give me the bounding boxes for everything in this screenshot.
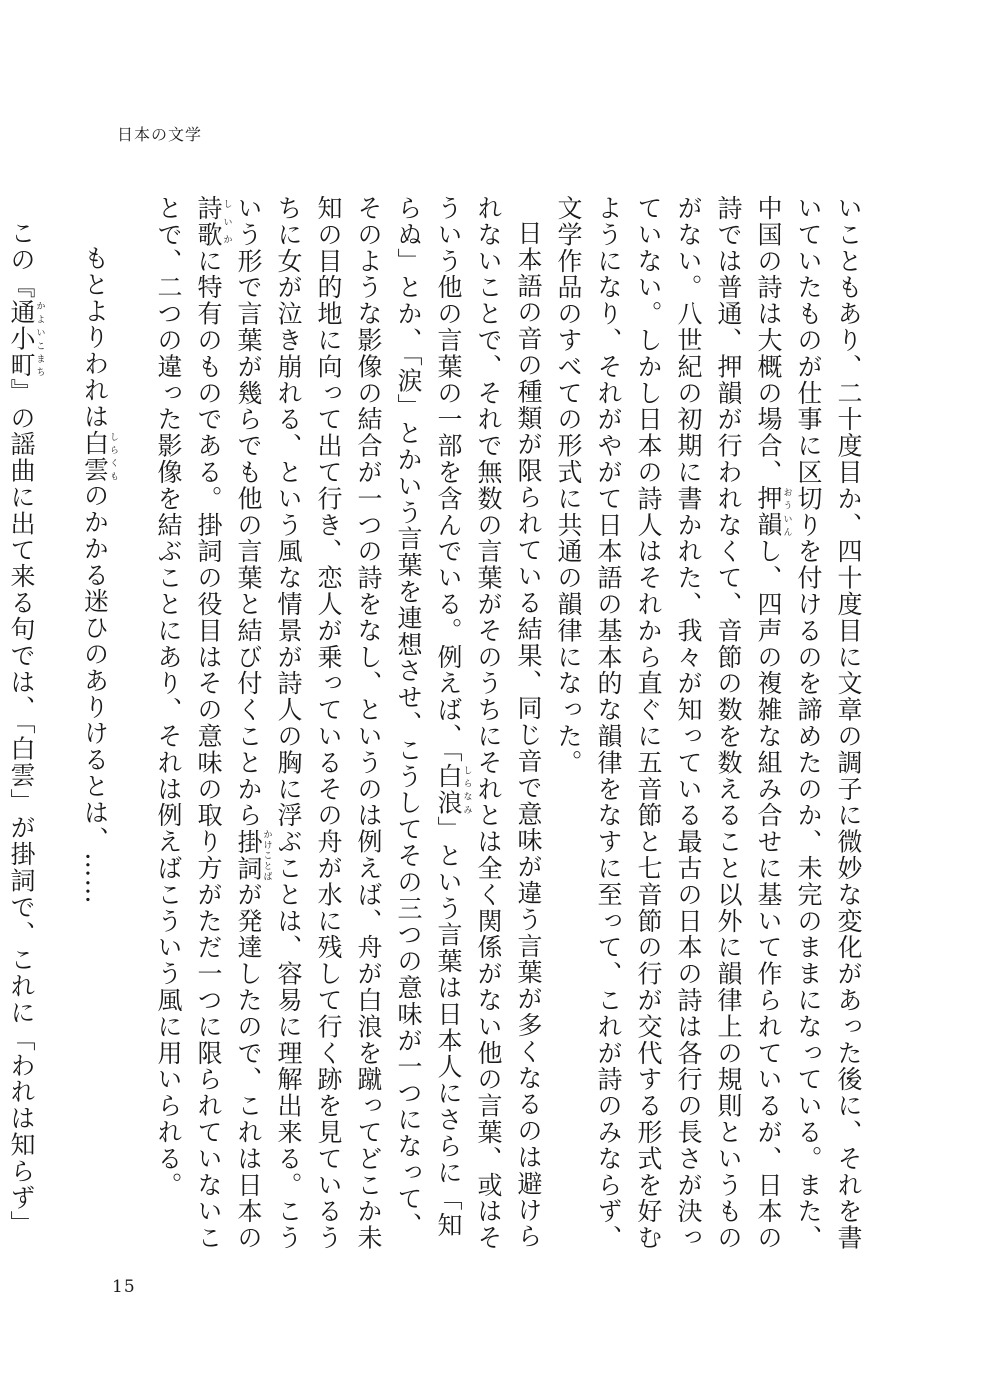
ruby-ouin: 押韻おういん	[754, 485, 792, 539]
ruby-kakekotoba: 掛詞かけことば	[234, 828, 272, 882]
paragraph-1-text-b: し、四声の複雑な組み合せに基いて作られているが、日本の詩では普通、押韻が行われなくて、音節の数を数えること以外に韻律上の規則というものがない。八世紀の初期に書かれた、我々が知っている最古の日本の詩は各行の長さが決っていない。しかし日本の詩人はそれから直ぐに五音節と七音節の行が交代する形式を好むようになり、それがやがて日本語の基本的な韻律をなすに至って、これが詩のみならず、文学作品のすべての形式に共通の韻律になった。	[554, 195, 783, 1252]
running-head: 日本の文学	[117, 125, 203, 144]
paragraph-2-text-a: 日本語の音の種類が限られている結果、同じ音で意味が違う言葉が多くなるのは避けられないことで、それで無数の言葉がそのうちにそれとは全く関係がない他の言葉、或はそういう他の言葉の一部を含んでいる。例えば、「	[434, 195, 543, 1251]
quote-text-b: のかかる迷ひのありけるとは、……	[80, 482, 110, 906]
paragraph-2-text-b: 」という言葉は日本人にさらに「知らぬ」とか、「涙」とかいう言葉を連想させ、こうしてその三つの意味が一つになって、そのような影像の結合が一つの詩をなし、というのは例えば、舟が白浪を蹴ってどこか未知の目的地に向って出て行き、恋人が乗っているその舟が水に残して行く跡を見ているうちに女が泣き崩れる、という風な情景が詩人の胸に浮ぶことは、容易に理解出来る。こういう形で言葉が幾らでも他の言葉と結び付くことから	[234, 195, 463, 1251]
ruby-shiranami: 白浪しらなみ	[434, 763, 472, 817]
paragraph-2	[148, 195, 548, 1253]
ruby-shiika: 詩歌しいか	[194, 195, 232, 248]
paragraph-2-text-d: に特有のものである。掛詞の役目はその意味の取り方がただ一つに限られていないことで、二つの違った影像を結ぶことにあり、それは例えばこういう風に用いられる。	[154, 195, 223, 1252]
page-number: 15	[112, 1277, 136, 1297]
body-text	[7, 195, 868, 1253]
paragraph-3-text-b: 』の謡曲に出て来る句では、「白雲」が掛詞で、これに「われは知らず」	[7, 378, 36, 1238]
paragraph-1-text-a: いこともあり、二十度目か、四十度目に文章の調子に微妙な変化があった後に、それを書いていたものが仕事に区切りを付けるのを諦めたのか、未完のままになっている。また、中国の詩は大概の場合、	[754, 195, 863, 1251]
ruby-kayoikomachi: 通小町かよいこまち	[7, 299, 45, 379]
ruby-shirakumo: 白雲しらくも	[80, 429, 118, 483]
paragraph-1	[548, 195, 868, 1253]
paragraph-2-text-c: が発達したので、これは日本の	[234, 881, 263, 1252]
paragraph-3-text-a: この『	[7, 220, 36, 300]
quoted-verse	[75, 195, 119, 1253]
quote-text-a: もとよりわれは	[80, 245, 110, 430]
paragraph-3	[0, 195, 45, 1253]
